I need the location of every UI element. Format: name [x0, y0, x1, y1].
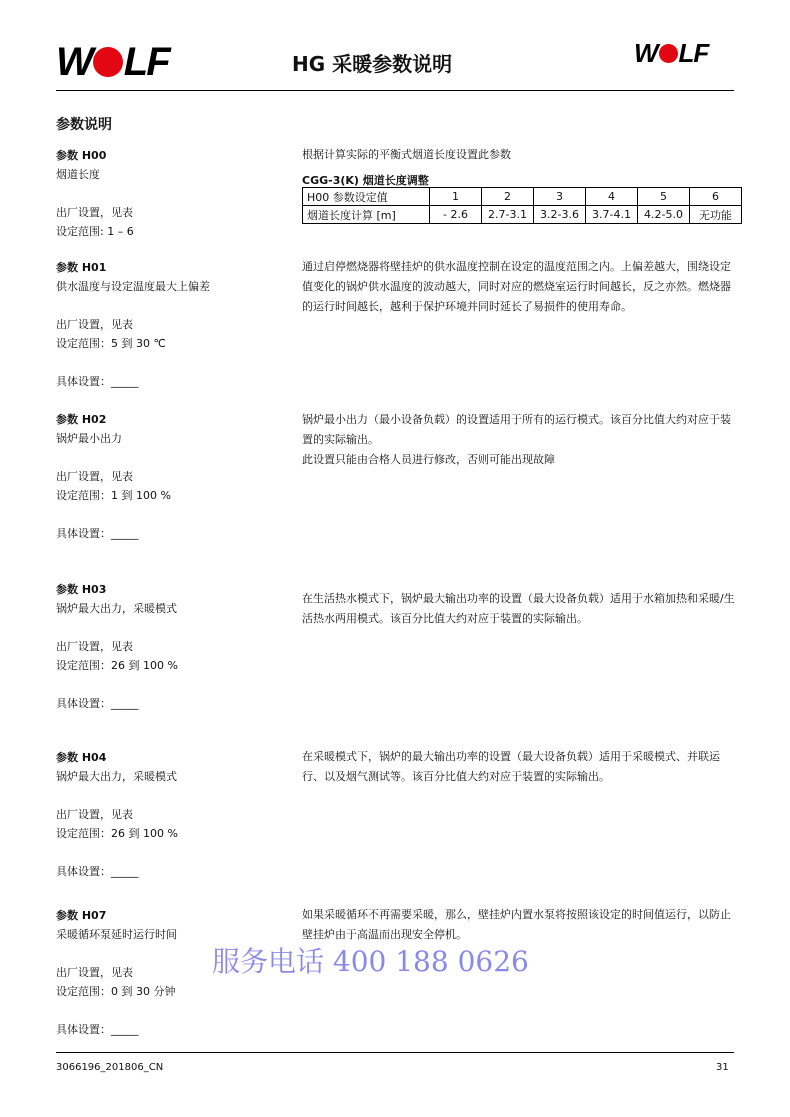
table-cell: 1 — [430, 188, 482, 206]
param-range: 设定范围: 1 – 6 — [56, 225, 134, 238]
table-cell: 2 — [482, 188, 534, 206]
desc-h00: 根据计算实际的平衡式烟道长度设置此参数 — [302, 148, 511, 161]
param-id: 参数 H03 — [56, 583, 107, 596]
param-setting: 具体设置：_____ — [56, 527, 139, 540]
logo-red-circle-icon — [659, 44, 678, 63]
param-setting: 具体设置：_____ — [56, 375, 139, 388]
desc-h02-line2: 此设置只能由合格人员进行修改，否则可能出现故障 — [302, 453, 555, 466]
table-cell: - 2.6 — [430, 206, 482, 224]
flue-length-table — [302, 187, 742, 224]
logo-text-pre: W — [634, 38, 658, 68]
param-id: 参数 H04 — [56, 751, 107, 764]
logo-text-post: LF — [678, 38, 709, 68]
param-range: 设定范围：5 到 30 ℃ — [56, 337, 166, 350]
table-cell: 5 — [638, 188, 690, 206]
param-range: 设定范围：1 到 100 % — [56, 489, 171, 502]
logo-text-pre: W — [56, 40, 92, 84]
param-h03 — [56, 580, 286, 713]
desc-h03: 在生活热水模式下，锅炉最大输出功率的设置（最大设备负载）适用于水箱加热和采暖/生活热水两用模式。该百分比值大约对应于装置的实际输出。 — [302, 592, 735, 625]
wolf-logo-right — [634, 40, 724, 66]
param-range: 设定范围：26 到 100 % — [56, 827, 178, 840]
table-row-label: H00 参数设定值 — [303, 188, 430, 206]
desc-h04: 在采暖模式下，锅炉的最大输出功率的设置（最大设备负载）适用于采暖模式、并联运行、以及烟气测试等。该百分比值大约对应于装置的实际输出。 — [302, 750, 720, 783]
wolf-logo-left — [56, 42, 186, 82]
param-h00 — [56, 146, 286, 241]
document-number: 3066196_201806_CN — [56, 1062, 164, 1073]
param-name: 锅炉最小出力 — [56, 432, 122, 445]
param-range: 设定范围：0 到 30 分钟 — [56, 985, 176, 998]
param-factory: 出厂设置，见表 — [56, 966, 133, 979]
table-cell: 无功能 — [690, 206, 742, 224]
logo-red-circle-icon — [93, 47, 123, 77]
param-id: 参数 H07 — [56, 909, 107, 922]
param-h04 — [56, 748, 286, 881]
param-setting: 具体设置：_____ — [56, 865, 139, 878]
desc-h07: 如果采暖循环不再需要采暖，那么，壁挂炉内置水泵将按照该设定的时间值运行，以防止壁挂炉由于高温而出现安全停机。 — [302, 908, 731, 941]
table-cell: 4 — [586, 188, 638, 206]
page-number: 31 — [716, 1062, 729, 1073]
param-id: 参数 H00 — [56, 149, 107, 162]
table-cell: 3.7-4.1 — [586, 206, 638, 224]
logo-text-post: LF — [123, 40, 169, 84]
footer-divider — [56, 1052, 734, 1053]
table-cell: 4.2-5.0 — [638, 206, 690, 224]
param-factory: 出厂设置，见表 — [56, 640, 133, 653]
table-row — [303, 206, 742, 224]
table-cell: 3 — [534, 188, 586, 206]
param-factory: 出厂设置，见表 — [56, 470, 133, 483]
table-row-label: 烟道长度计算 [m] — [303, 206, 430, 224]
param-name: 供水温度与设定温度最大上偏差 — [56, 280, 210, 293]
param-name: 锅炉最大出力，采暖模式 — [56, 770, 177, 783]
table-row — [303, 188, 742, 206]
param-h02 — [56, 410, 286, 543]
param-name: 锅炉最大出力，采暖模式 — [56, 602, 177, 615]
table-cell: 2.7-3.1 — [482, 206, 534, 224]
param-factory: 出厂设置，见表 — [56, 808, 133, 821]
table-cell: 3.2-3.6 — [534, 206, 586, 224]
param-h01 — [56, 258, 286, 391]
param-id: 参数 H02 — [56, 413, 107, 426]
param-factory: 出厂设置，见表 — [56, 318, 133, 331]
header-divider — [56, 90, 734, 91]
desc-h02 — [302, 410, 736, 470]
param-range: 设定范围：26 到 100 % — [56, 659, 178, 672]
param-setting: 具体设置：_____ — [56, 697, 139, 710]
param-factory: 出厂设置，见表 — [56, 206, 133, 219]
desc-h01: 通过启停燃烧器将壁挂炉的供水温度控制在设定的温度范围之内。上偏差越大，围绕设定值变化的锅炉供水温度的波动越大，同时对应的燃烧室运行时间越长，反之亦然。燃烧器的运行时间越长，越利于保护环境并同时延长了易损件的使用寿命。 — [302, 260, 731, 313]
flue-table-caption: CGG-3(K) 烟道长度调整 — [302, 174, 429, 187]
param-id: 参数 H01 — [56, 261, 107, 274]
param-name: 烟道长度 — [56, 168, 100, 181]
param-setting: 具体设置：_____ — [56, 1023, 139, 1036]
table-cell: 6 — [690, 188, 742, 206]
document-title: HG 采暖参数说明 — [292, 52, 453, 76]
section-title: 参数说明 — [56, 117, 112, 133]
service-phone-watermark: 服务电话 400 188 0626 — [212, 945, 529, 978]
desc-h02-line1: 锅炉最小出力（最小设备负载）的设置适用于所有的运行模式。该百分比值大约对应于装置的实际输出。 — [302, 413, 731, 446]
param-name: 采暖循环泵延时运行时间 — [56, 928, 177, 941]
